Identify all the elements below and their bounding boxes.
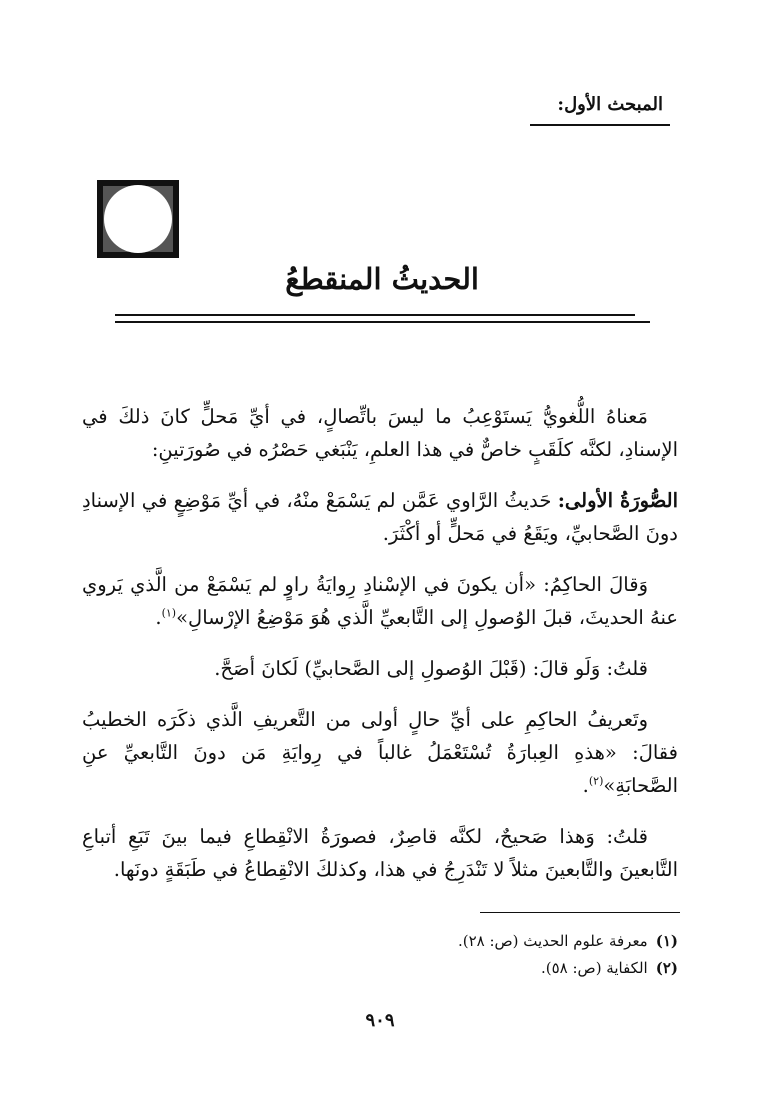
paragraph-first-form [82,484,678,550]
khatib-quote-text: وتَعريفُ الحاكِمِ على أيِّ حالٍ أولى من التَّعريفِ الَّذي ذكَرَه الخطيبُ فقالَ: «هذهِ العِبارَةُ تُسْتَعْمَلُ غالباً في رِوايَةِ مَن دونَ التَّابعيِّ عنِ الصَّحابَةِ» [82,708,678,797]
paragraph-author-comment-2: قلتُ: وَهذا صَحيحٌ، لكنَّه قاصِرٌ، فصورَةُ الانْقِطاعِ فيما بينَ تَبَعِ أتباعِ التَّابعينَ والتَّابعينَ مثلاً لا تَنْدَرِجُ في هذا، وكذلكَ الانْقِطاعُ في طَبَقَةٍ دونَها. [82,825,678,881]
footnote-number: (١) [655,932,678,950]
page-number: ٩٠٩ [365,1010,395,1031]
first-form-heading: الصُّورَةُ الأولى: [557,489,678,512]
paragraph-hakim-quote [82,568,678,634]
khatib-quote-end: . [582,774,589,797]
footnote-number: (٢) [655,959,678,977]
title-divider-upper [115,314,635,316]
footnote-text: معرفة علوم الحديث (ص: ٢٨). [457,932,648,950]
body-text [82,400,678,904]
footnote-2 [458,955,678,982]
footnote-ref-1: (١) [161,606,177,620]
footnotes [458,928,678,982]
footnote-text: الكفاية (ص: ٥٨). [540,959,648,977]
first-form-text: حَديثُ الرَّاوي عَمَّن لم يَسْمَعْ منْهُ، في أيِّ مَوْضِعٍ في الإسنادِ دونَ الصَّحابيِّ، ويَقَعُ في مَحلٍّ أو أكْثَرَ. [82,489,678,545]
paragraph-linguistic-meaning: مَعناهُ اللُّغويُّ يَستَوْعِبُ ما ليسَ باتِّصالٍ، في أيِّ مَحلٍّ كانَ ذلكَ في الإسنادِ، لكنَّه كلَقَبٍ خاصٌّ في هذا العلمِ، يَنْبَغي حَصْرُه في صُورَتينِ: [82,405,678,461]
circle-frame-ornament-icon [97,180,179,258]
hakim-quote-end: . [155,606,162,629]
paragraph-author-comment-1: قلتُ: وَلَو قالَ: (قَبْلَ الوُصولِ إلى الصَّحابيِّ) لَكانَ أصَحَّ. [214,657,648,680]
footnote-divider [480,912,680,913]
section-label-underline [530,124,670,126]
footnote-1 [458,928,678,955]
title-divider-lower [115,321,650,323]
chapter-title: الحديثُ المنقطعُ [285,262,479,296]
section-label: المبحث الأول: [557,94,663,115]
paragraph-khatib-quote [82,703,678,802]
hakim-quote-text: وَقالَ الحاكِمُ: «أن يكونَ في الإسْنادِ رِوايَةُ راوٍ لم يَسْمَعْ من الَّذي يَروي عنهُ الحديثَ، قبلَ الوُصولِ إلى التَّابعيِّ الَّذي هُوَ مَوْضِعُ الإرْسالِ» [82,573,678,629]
footnote-ref-2: (٢) [588,774,604,788]
